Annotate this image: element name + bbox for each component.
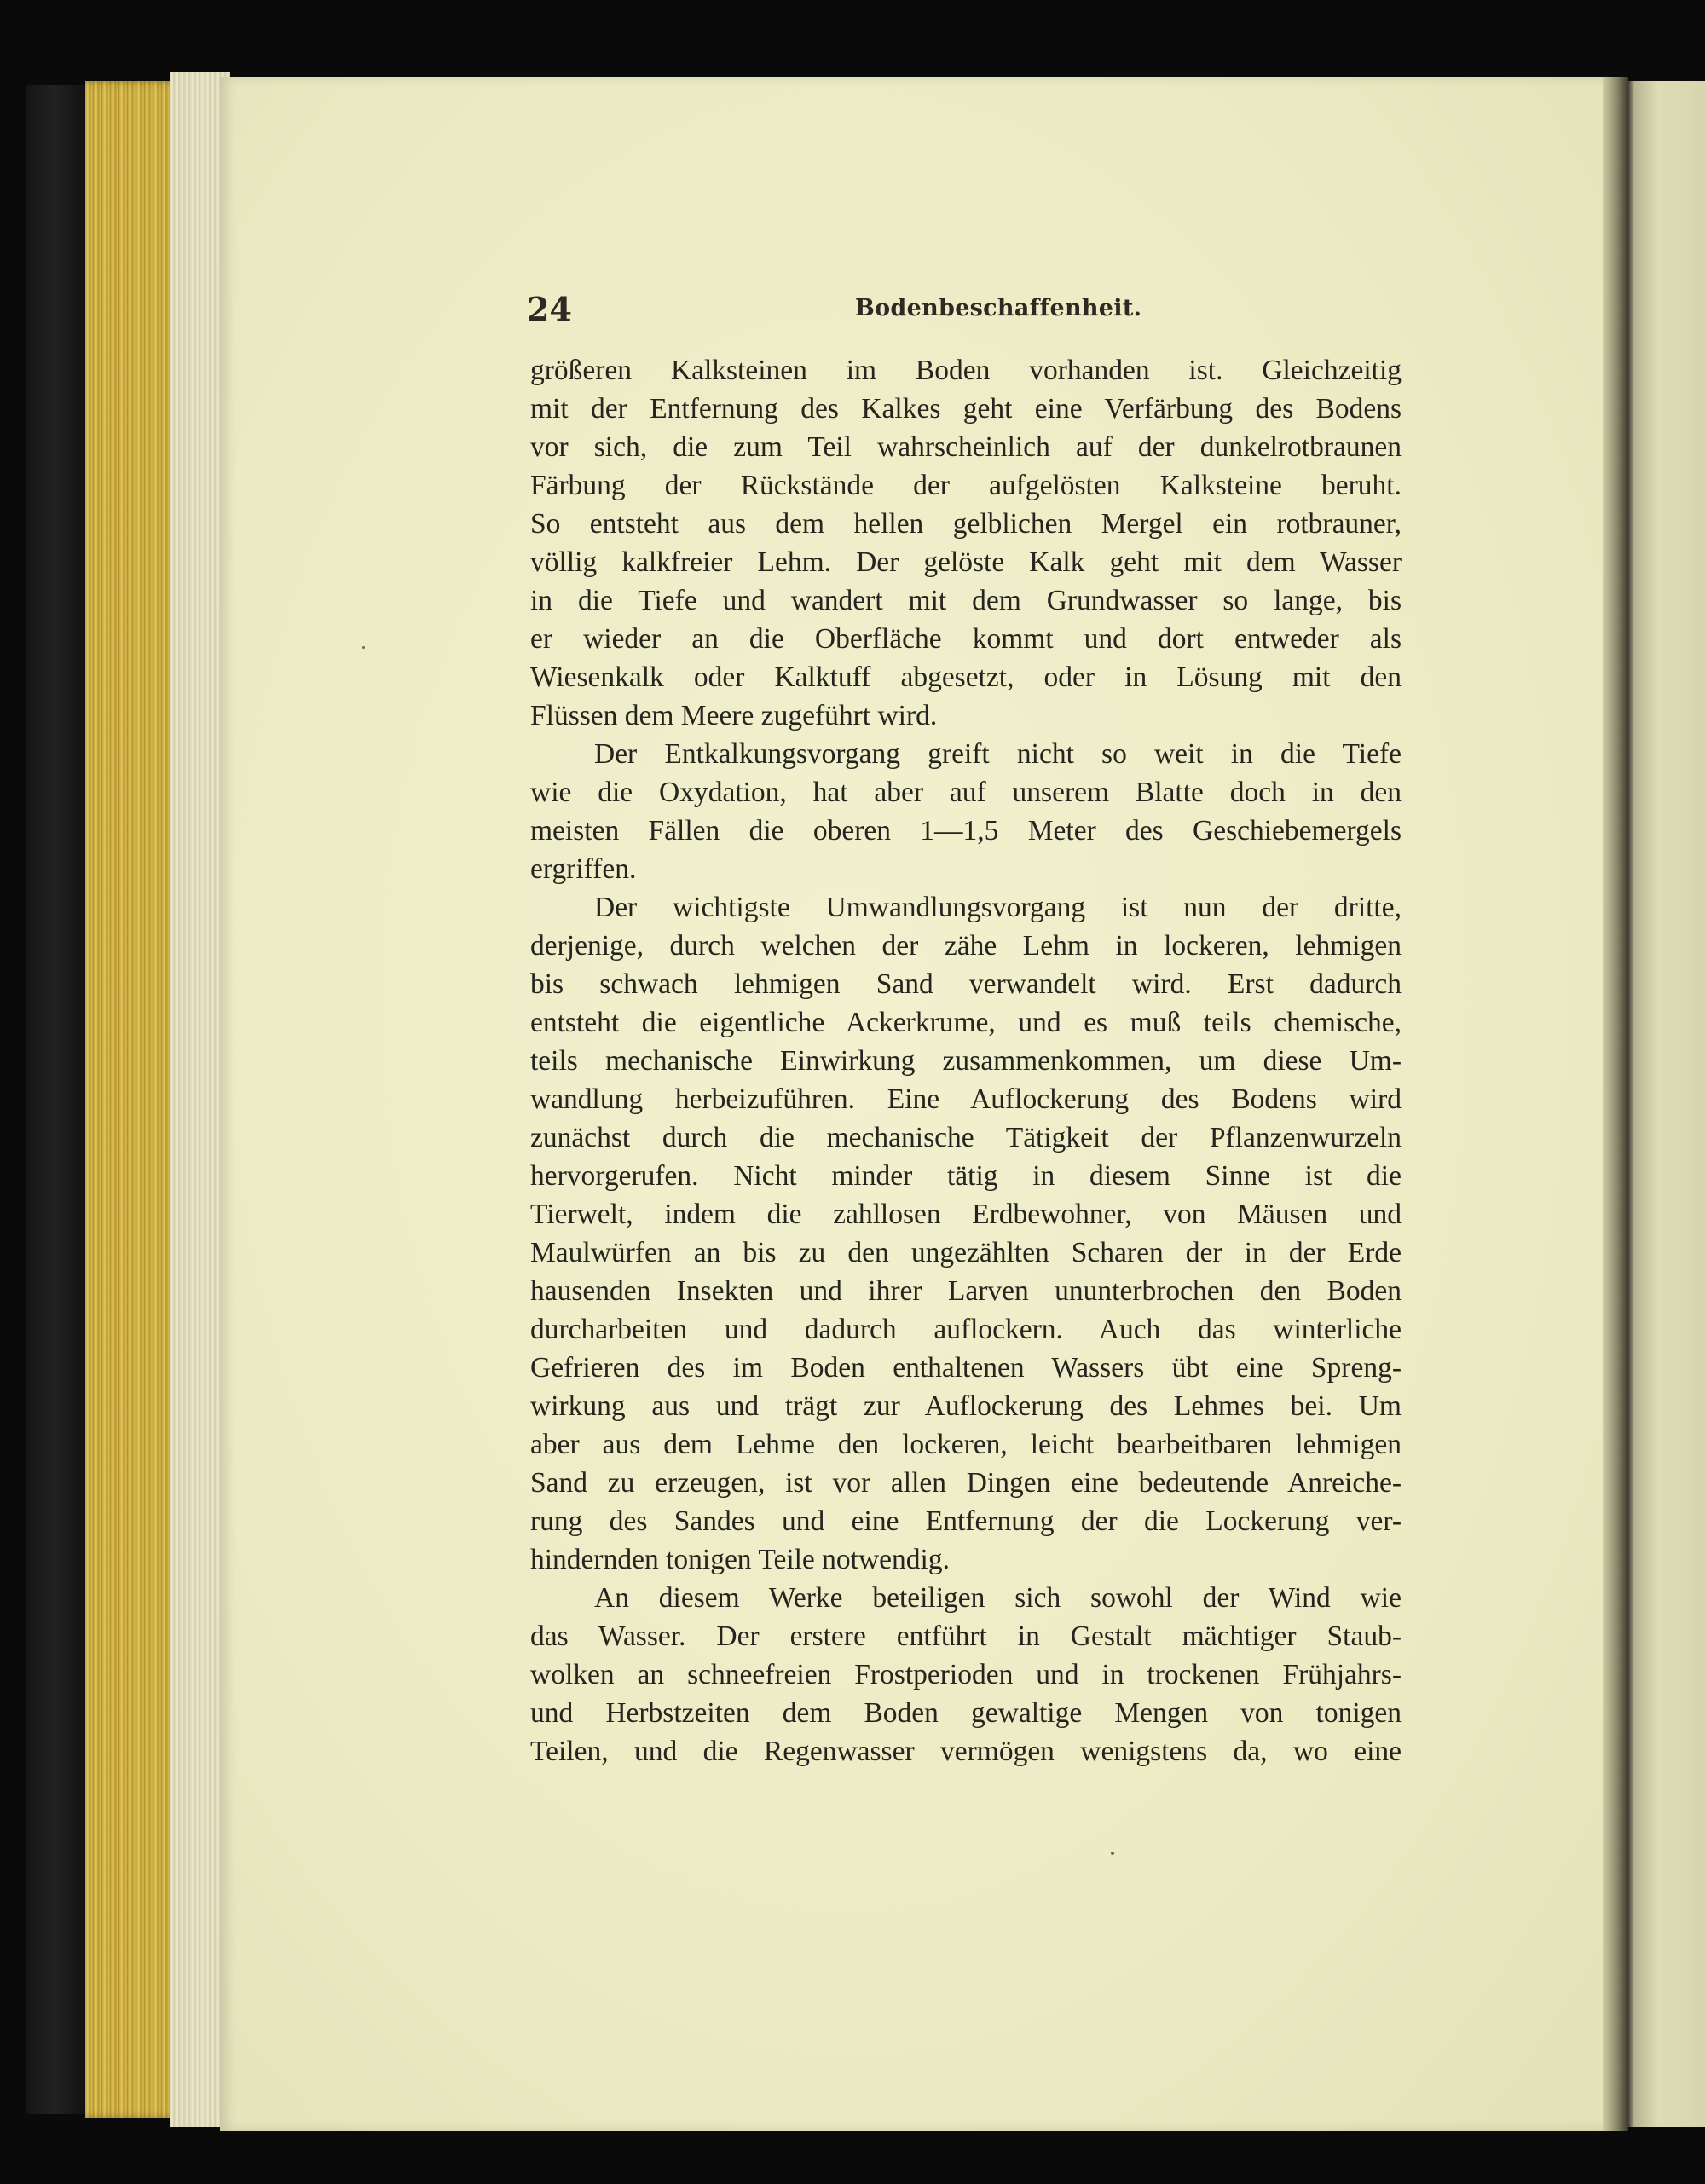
text-line: zunächst durch die mechanische Tätigkeit der Pflanzenwurzeln [530, 1122, 1402, 1153]
text-line: ergriffen. [530, 853, 637, 885]
facing-page-edge [1627, 81, 1705, 2127]
page-header [527, 290, 1405, 341]
running-head: Bodenbeschaffenheit. [855, 295, 1142, 321]
text-line: hindernden tonigen Teile notwendig. [530, 1544, 950, 1575]
body-text [530, 351, 1402, 1771]
text-line: rung des Sandes und eine Entfernung der die Lockerung ver- [530, 1505, 1402, 1537]
text-line: Der wichtigste Umwandlungsvorgang ist nun der dritte, [594, 892, 1402, 923]
text-line: Sand zu erzeugen, ist vor allen Dingen eine bedeutende Anreiche- [530, 1467, 1402, 1499]
text-line: völlig kalkfreier Lehm. Der gelöste Kalk geht mit dem Wasser [530, 546, 1402, 578]
text-line: aber aus dem Lehme den lockeren, leicht bearbeitbaren lehmigen [530, 1429, 1402, 1460]
page-number: 24 [527, 290, 572, 328]
text-line: er wieder an die Oberfläche kommt und dort entweder als [530, 623, 1402, 655]
paper-speck [362, 646, 365, 649]
book-spine [26, 85, 90, 2114]
text-line: vor sich, die zum Teil wahrscheinlich auf der dunkelrotbraunen [530, 431, 1402, 463]
text-line: das Wasser. Der erstere entführt in Gestalt mächtiger Staub- [530, 1621, 1402, 1652]
text-line: Flüssen dem Meere zugeführt wird. [530, 700, 938, 731]
text-line: bis schwach lehmigen Sand verwandelt wird. Erst dadurch [530, 968, 1402, 1000]
text-line: Tierwelt, indem die zahllosen Erdbewohner, von Mäusen und [530, 1199, 1402, 1230]
text-line: mit der Entfernung des Kalkes geht eine Verfärbung des Bodens [530, 393, 1402, 425]
text-line: entsteht die eigentliche Ackerkrume, und es muß teils chemische, [530, 1007, 1402, 1038]
text-line: Gefrieren des im Boden enthaltenen Wassers übt eine Spreng- [530, 1352, 1402, 1384]
text-line: und Herbstzeiten dem Boden gewaltige Mengen von tonigen [530, 1697, 1402, 1729]
gilded-page-edges [85, 81, 230, 2118]
text-line: wandlung herbeizuführen. Eine Auflockerung des Bodens wird [530, 1083, 1402, 1115]
text-line: wolken an schneefreien Frostperioden und in trockenen Frühjahrs- [530, 1659, 1402, 1690]
text-line: Färbung der Rückstände der aufgelösten Kalksteine beruht. [530, 470, 1402, 501]
text-line: in die Tiefe und wandert mit dem Grundwasser so lange, bis [530, 585, 1402, 616]
text-line: meisten Fällen die oberen 1—1,5 Meter des Geschiebemergels [530, 815, 1402, 846]
text-line: größeren Kalksteinen im Boden vorhanden ist. Gleichzeitig [530, 355, 1402, 386]
text-line: wie die Oxydation, hat aber auf unserem Blatte doch in den [530, 777, 1402, 808]
text-line: An diesem Werke beteiligen sich sowohl der Wind wie [594, 1582, 1402, 1614]
page-gutter [1603, 77, 1628, 2131]
text-line: Maulwürfen an bis zu den ungezählten Scharen der in der Erde [530, 1237, 1402, 1268]
text-line: Wiesenkalk oder Kalktuff abgesetzt, oder in Lösung mit den [530, 662, 1402, 693]
text-line: wirkung aus und trägt zur Auflockerung des Lehmes bei. Um [530, 1390, 1402, 1422]
text-line: teils mechanische Einwirkung zusammenkommen, um diese Um- [530, 1045, 1402, 1077]
text-line: hausenden Insekten und ihrer Larven ununterbrochen den Boden [530, 1275, 1402, 1307]
text-line: derjenige, durch welchen der zähe Lehm in lockeren, lehmigen [530, 930, 1402, 962]
paper-speck [1111, 1852, 1114, 1855]
text-line: Der Entkalkungsvorgang greift nicht so weit in die Tiefe [594, 738, 1402, 770]
text-line: So entsteht aus dem hellen gelblichen Mergel ein rotbrauner, [530, 508, 1402, 540]
text-line: hervorgerufen. Nicht minder tätig in diesem Sinne ist die [530, 1160, 1402, 1192]
text-line: durcharbeiten und dadurch auflockern. Auch das winterliche [530, 1314, 1402, 1345]
text-line: Teilen, und die Regenwasser vermögen wenigstens da, wo eine [530, 1736, 1402, 1767]
